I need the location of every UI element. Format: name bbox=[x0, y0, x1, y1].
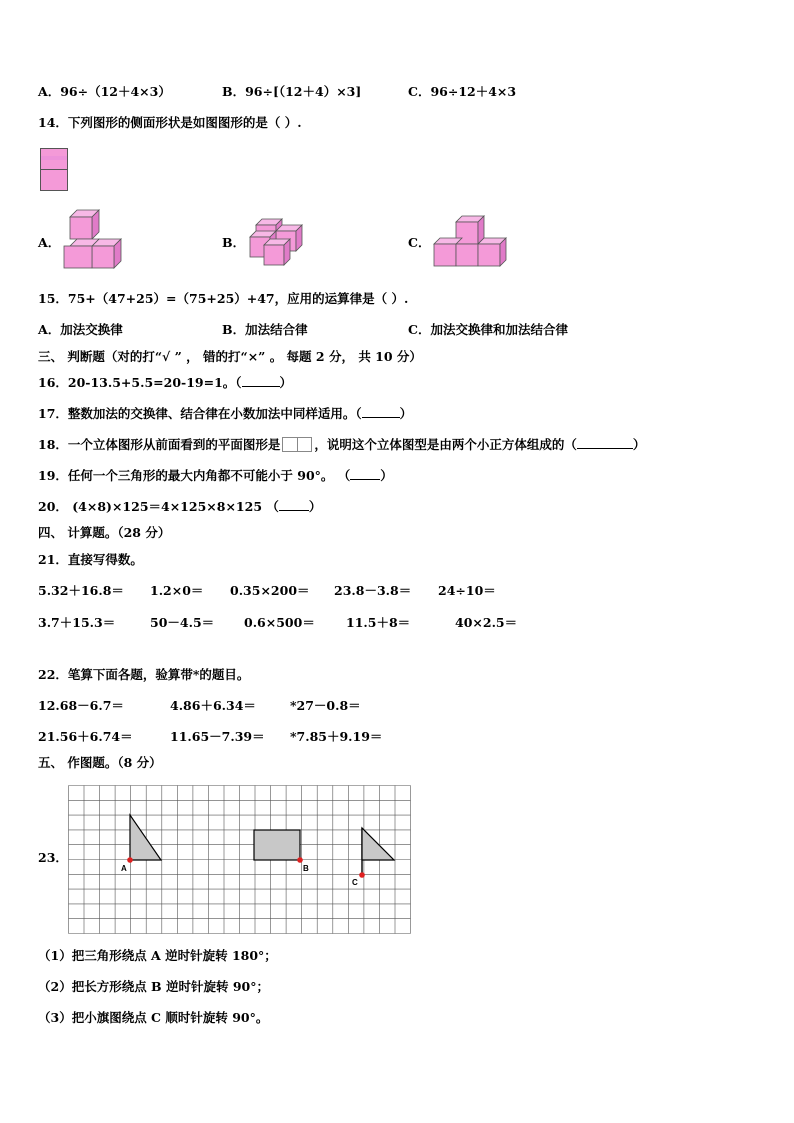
q13-option-b: B．96÷[（12＋4）×3] bbox=[222, 84, 362, 99]
q16: 16．20-13.5+5.5=20-19=1。（ ） bbox=[38, 375, 293, 390]
q23-instruction-3: （3）把小旗图绕点 C 顺时针旋转 90°。 bbox=[38, 1010, 269, 1025]
q14-option-b-label: B． bbox=[222, 235, 246, 250]
q14-option-b-figure bbox=[248, 217, 306, 269]
q22-item: *27－0.8＝ bbox=[290, 698, 361, 713]
label-b: B bbox=[303, 864, 309, 873]
label-c: C bbox=[352, 878, 358, 887]
q17-answer-blank[interactable] bbox=[362, 417, 400, 418]
q22-item: 21.56＋6.74＝ bbox=[38, 729, 133, 744]
q21-item: 23.8－3.8＝ bbox=[334, 583, 412, 598]
q13-option-c: C．96÷12＋4×3 bbox=[408, 84, 517, 99]
q13-option-a: A．96÷（12＋4×3） bbox=[38, 84, 171, 99]
q15-option-b: B．加法结合律 bbox=[222, 322, 308, 337]
q14-reference-figure bbox=[40, 148, 68, 192]
q21-item: 3.7＋15.3＝ bbox=[38, 615, 116, 630]
q21-item: 5.32＋16.8＝ bbox=[38, 583, 124, 598]
q21-item: 50－4.5＝ bbox=[150, 615, 215, 630]
q14-option-a-figure bbox=[62, 210, 128, 276]
q21-item: 0.35×200＝ bbox=[230, 583, 310, 598]
q22-item: 4.86＋6.34＝ bbox=[170, 698, 256, 713]
q22-item: *7.85＋9.19＝ bbox=[290, 729, 383, 744]
q20-answer-blank[interactable] bbox=[279, 510, 309, 511]
q18-answer-blank[interactable] bbox=[577, 448, 633, 449]
q17: 17．整数加法的交换律、结合律在小数加法中同样适用。（ ） bbox=[38, 406, 413, 421]
q14-option-c-figure bbox=[430, 214, 512, 274]
q21-item: 0.6×500＝ bbox=[244, 615, 315, 630]
q20: 20． (4×8)×125＝4×125×8×125 （ ） bbox=[38, 499, 322, 514]
q16-answer-blank[interactable] bbox=[242, 386, 280, 387]
grid-lines bbox=[69, 786, 411, 934]
point-a bbox=[127, 857, 133, 863]
q23-number: 23． bbox=[38, 850, 68, 865]
rectangle-shape bbox=[254, 830, 300, 860]
q22-stem: 22．笔算下面各题，验算带*的题目。 bbox=[38, 667, 250, 682]
triangle-shape bbox=[130, 815, 161, 860]
q23-instruction-1: （1）把三角形绕点 A 逆时针旋转 180°； bbox=[38, 948, 277, 963]
q19: 19．任何一个三角形的最大内角都不可能小于 90°。 （ ） bbox=[38, 468, 393, 483]
label-a: A bbox=[121, 864, 127, 873]
q23-grid-figure bbox=[68, 785, 410, 933]
q22-item: 12.68－6.7＝ bbox=[38, 698, 124, 713]
q21-item: 24÷10＝ bbox=[438, 583, 496, 598]
q21-item: 11.5＋8＝ bbox=[346, 615, 411, 630]
q21-item: 40×2.5＝ bbox=[455, 615, 518, 630]
q21-item: 1.2×0＝ bbox=[150, 583, 204, 598]
q19-answer-blank[interactable] bbox=[350, 479, 380, 480]
point-b bbox=[297, 857, 303, 863]
section-5-title: 五、 作图题。（8 分） bbox=[38, 755, 162, 770]
flag-shape bbox=[362, 828, 394, 860]
q15-option-c: C．加法交换律和加法结合律 bbox=[408, 322, 568, 337]
q14-option-c-label: C． bbox=[408, 235, 431, 250]
two-square-figure bbox=[282, 437, 312, 452]
q23-instruction-2: （2）把长方形绕点 B 逆时针旋转 90°； bbox=[38, 979, 269, 994]
q14-option-a-label: A． bbox=[38, 235, 61, 250]
section-3-title: 三、 判断题（对的打“√ ” ， 错的打“×” 。 每题 2 分， 共 10 分） bbox=[38, 349, 422, 364]
q22-item: 11.65－7.39＝ bbox=[170, 729, 265, 744]
q15-stem: 15．75+（47+25）=（75+25）+47，应用的运算律是（ ）. bbox=[38, 291, 409, 306]
q14-stem: 14．下列图形的侧面形状是如图图形的是（ ）. bbox=[38, 115, 302, 130]
q18: 18．一个立体图形从前面看到的平面图形是 ，说明这个立体图型是由两个小正方体组成的（ ） bbox=[38, 437, 646, 452]
point-c bbox=[359, 872, 365, 878]
q15-option-a: A．加法交换律 bbox=[38, 322, 123, 337]
q21-stem: 21．直接写得数。 bbox=[38, 552, 143, 567]
section-4-title: 四、 计算题。（28 分） bbox=[38, 525, 171, 540]
